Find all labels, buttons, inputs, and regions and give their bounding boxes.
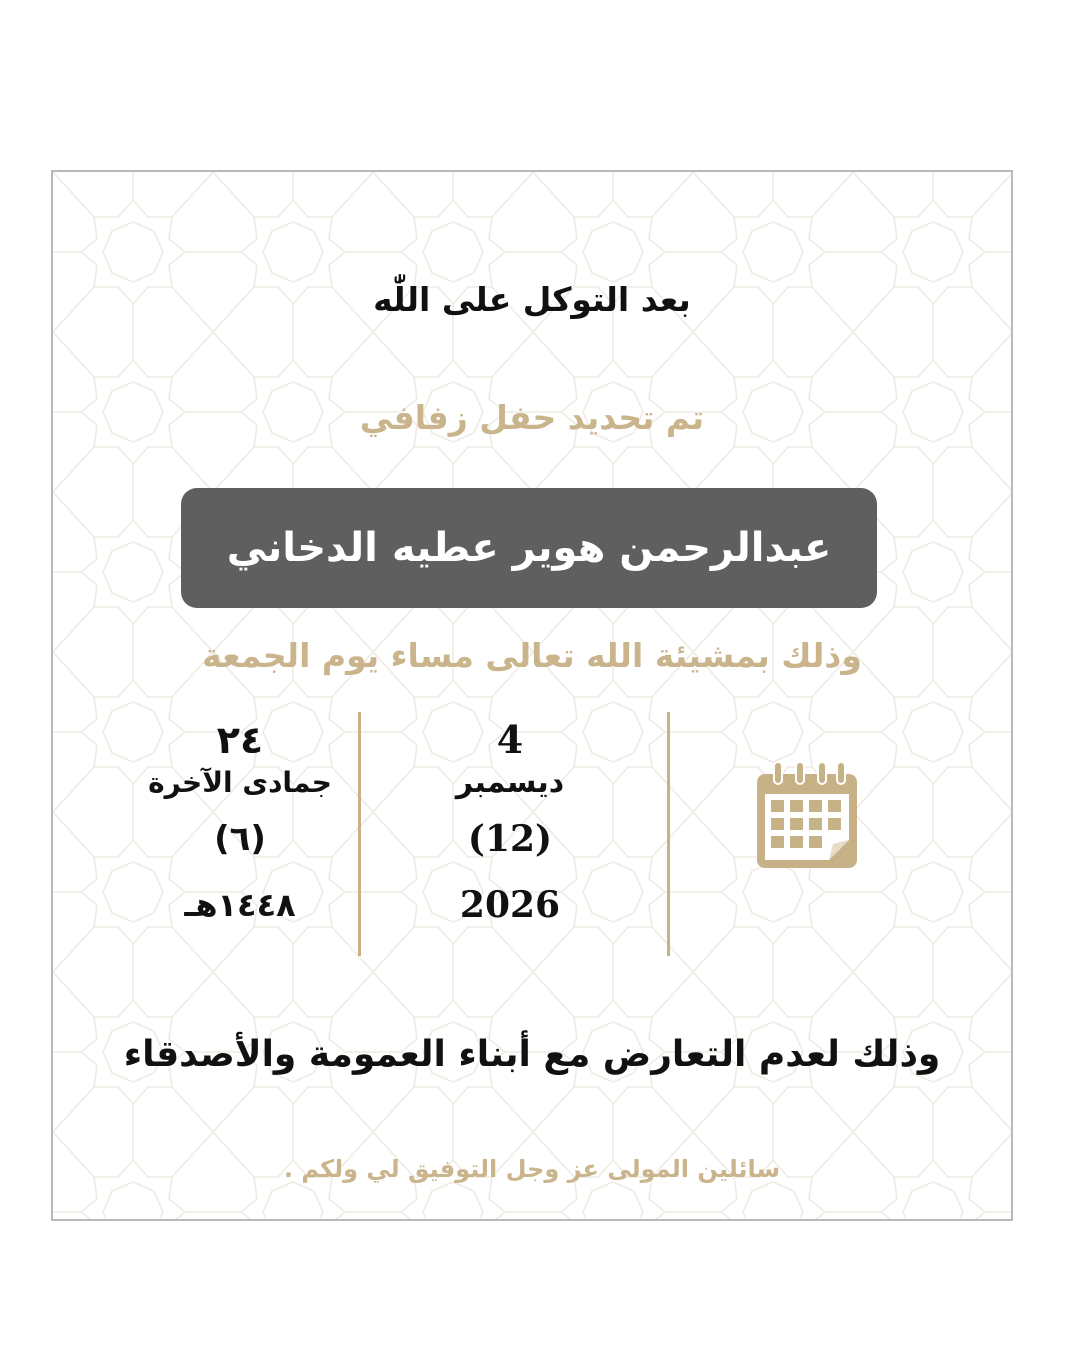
hijri-month-number: (٦) bbox=[214, 819, 266, 859]
hijri-month: جمادى الآخرة bbox=[148, 766, 332, 799]
gregorian-date bbox=[415, 718, 605, 936]
gregorian-month: ديسمبر bbox=[455, 765, 565, 800]
invitation-card bbox=[51, 170, 1013, 1221]
reason-text: وذلك لعدم التعارض مع أبناء العمومة والأصدقاء bbox=[123, 1034, 941, 1075]
gregorian-month-number: (12) bbox=[467, 818, 553, 860]
occasion-text: وذلك بمشيئة الله تعالى مساء يوم الجمعة bbox=[202, 636, 862, 675]
date-divider-right bbox=[667, 712, 670, 956]
groom-name: عبدالرحمن هوير عطيه الدخاني bbox=[226, 525, 832, 571]
hijri-year: ١٤٤٨هـ bbox=[184, 886, 296, 924]
announcement-text: تم تحديد حفل زفافي bbox=[359, 398, 705, 437]
groom-name-banner bbox=[181, 488, 877, 608]
gregorian-day: 4 bbox=[496, 717, 524, 762]
heading-text: بعد التوكل على اللّٰه bbox=[373, 280, 691, 319]
calendar-icon bbox=[757, 760, 857, 870]
prayer-text: سائلين المولى عز وجل التوفيق لي ولكم . bbox=[283, 1155, 781, 1183]
hijri-day: ٢٤ bbox=[216, 718, 264, 762]
hijri-date bbox=[115, 718, 365, 936]
date-divider-left bbox=[358, 712, 361, 956]
gregorian-year: 2026 bbox=[459, 884, 561, 926]
